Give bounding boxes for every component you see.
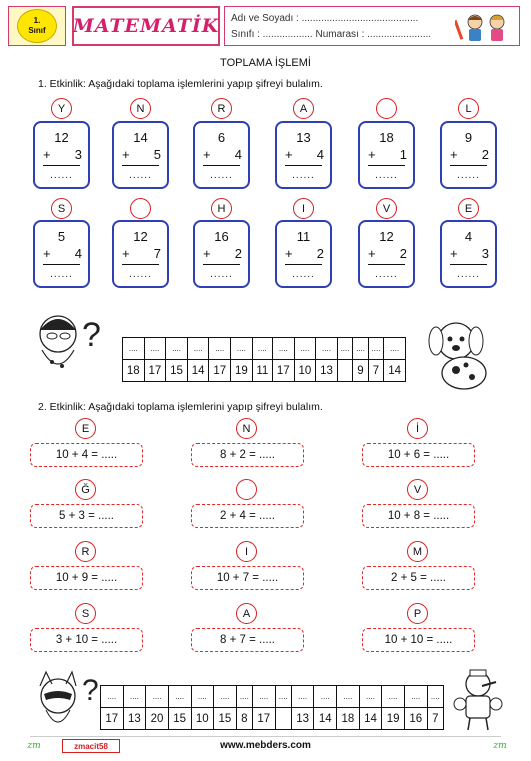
first-number: 18 (379, 130, 394, 145)
plus-sign: + (43, 246, 51, 261)
letter-circle: A (293, 98, 314, 119)
addition-problem-box (358, 121, 415, 189)
second-number: 4 (74, 246, 82, 261)
addition-expression-box[interactable]: 8 + 7 = ..... (191, 628, 304, 652)
plus-sign: + (285, 147, 293, 162)
cipher-number-cell (337, 360, 352, 382)
cipher-letter-cell[interactable]: .... (275, 686, 291, 708)
sum-line (122, 264, 159, 265)
cipher-table-2 (100, 685, 444, 730)
letter-circle: P (407, 603, 428, 624)
cipher-number-cell: 20 (146, 708, 169, 730)
answer-blank[interactable]: ...... (50, 170, 73, 181)
cipher-number-cell: 11 (252, 360, 272, 382)
letter-circle: Ğ (75, 479, 96, 500)
letter-circle: R (211, 98, 232, 119)
addition-expression-box[interactable]: 2 + 4 = ..... (191, 504, 304, 528)
sum-line (450, 264, 487, 265)
letter-circle: N (236, 418, 257, 439)
letter-circle: S (75, 603, 96, 624)
footer-logo-left: zm (27, 741, 41, 751)
addition-expression-box[interactable]: 10 + 9 = ..... (30, 566, 143, 590)
grade-badge (8, 6, 66, 46)
second-number-row (122, 246, 161, 261)
second-number: 5 (153, 147, 161, 162)
sum-line (203, 165, 240, 166)
addition-problem-box (193, 121, 250, 189)
sum-line (285, 165, 322, 166)
plus-sign: + (122, 246, 130, 261)
cipher-table-1 (122, 337, 406, 382)
cipher-letter-cell[interactable]: .... (231, 338, 253, 360)
sum-line (368, 264, 405, 265)
addition-problem-box (193, 220, 250, 288)
cipher-letter-cell[interactable]: .... (209, 338, 231, 360)
footer-logo-right: zm (493, 741, 507, 751)
cipher-number-cell: 8 (236, 708, 252, 730)
letter-circle: V (376, 198, 397, 219)
cipher-number-cell: 13 (291, 708, 314, 730)
cipher-number-cell: 17 (101, 708, 124, 730)
cipher-number-cell: 16 (404, 708, 427, 730)
addition-problem-box (275, 121, 332, 189)
cipher-number-cell: 9 (353, 360, 368, 382)
answer-blank[interactable]: ...... (129, 170, 152, 181)
cipher-letter-cell[interactable]: .... (382, 686, 405, 708)
footer-author-tag: zmacit58 (62, 739, 120, 753)
second-number: 2 (399, 246, 407, 261)
sum-line (43, 165, 80, 166)
cipher-letter-cell[interactable]: .... (384, 338, 406, 360)
student-info-box (224, 6, 520, 46)
first-number: 11 (296, 229, 311, 244)
cipher-letter-cell[interactable]: .... (166, 338, 188, 360)
cipher-letter-cell[interactable]: .... (404, 686, 427, 708)
plus-sign: + (450, 147, 458, 162)
addition-expression-box[interactable]: 3 + 10 = ..... (30, 628, 143, 652)
grade-label: Sınıf (28, 26, 46, 35)
cipher-number-cell: 7 (368, 360, 383, 382)
second-number-row (450, 246, 489, 261)
letter-circle: İ (407, 418, 428, 439)
kids-illustration-icon (455, 10, 513, 44)
svg-text:?: ? (82, 674, 99, 707)
letter-circle: V (407, 479, 428, 500)
section-title: TOPLAMA İŞLEMİ (220, 57, 311, 69)
addition-problem-box (358, 220, 415, 288)
first-number: 16 (214, 229, 229, 244)
cipher-letter-cell[interactable]: .... (146, 686, 169, 708)
title-box (72, 6, 220, 46)
second-number-row (450, 147, 489, 162)
first-number: 13 (296, 130, 311, 145)
cipher-letter-cell[interactable]: .... (123, 338, 145, 360)
addition-problem-box (275, 220, 332, 288)
cipher-number-cell: 19 (231, 360, 253, 382)
cipher-number-cell (275, 708, 291, 730)
second-number-row (368, 147, 407, 162)
addition-problem-box (33, 121, 90, 189)
cipher-letter-cell[interactable]: .... (337, 338, 352, 360)
second-number: 4 (234, 147, 242, 162)
addition-problem-box (112, 220, 169, 288)
first-number: 12 (379, 229, 394, 244)
activity1-instruction: 1. Etkinlik: Aşağıdaki toplama işlemlerini yapıp şifreyi bulalım. (38, 78, 323, 90)
puppy-icon (416, 315, 506, 395)
second-number-row (203, 246, 242, 261)
cipher-letter-cell[interactable]: .... (252, 338, 272, 360)
first-number: 9 (464, 130, 473, 145)
cipher-letter-cell[interactable]: .... (168, 686, 191, 708)
addition-expression-box[interactable]: 10 + 10 = ..... (362, 628, 475, 652)
first-number: 4 (464, 229, 473, 244)
plus-sign: + (43, 147, 51, 162)
cipher-number-cell: 14 (314, 708, 337, 730)
cipher-number-cell: 15 (168, 708, 191, 730)
second-number-row (368, 246, 407, 261)
letter-circle (130, 198, 151, 219)
cipher-letter-cell[interactable]: .... (368, 338, 383, 360)
letter-circle: M (407, 541, 428, 562)
sum-line (122, 165, 159, 166)
cipher-number-cell: 14 (359, 708, 382, 730)
first-number: 12 (54, 130, 69, 145)
cipher-number-cell: 18 (337, 708, 360, 730)
cipher-letter-cell[interactable]: .... (427, 686, 443, 708)
sum-line (285, 264, 322, 265)
plus-sign: + (203, 147, 211, 162)
plus-sign: + (368, 147, 376, 162)
second-number-row (285, 147, 324, 162)
letter-circle: Y (51, 98, 72, 119)
cipher-letter-cell[interactable]: .... (252, 686, 275, 708)
second-number: 2 (316, 246, 324, 261)
first-number: 14 (133, 130, 148, 145)
letter-circle: R (75, 541, 96, 562)
letter-circle: I (236, 541, 257, 562)
addition-problem-box (33, 220, 90, 288)
cipher-number-cell: 17 (144, 360, 166, 382)
cipher-number-cell: 14 (384, 360, 406, 382)
answer-blank[interactable]: ...... (375, 269, 398, 280)
answer-blank[interactable]: ...... (50, 269, 73, 280)
grade-number: 1. (33, 16, 41, 25)
addition-problem-box (112, 121, 169, 189)
addition-expression-box[interactable]: 8 + 2 = ..... (191, 443, 304, 467)
letter-circle: H (211, 198, 232, 219)
cipher-letter-cell[interactable]: .... (214, 686, 237, 708)
plus-sign: + (368, 246, 376, 261)
cipher-letter-cell[interactable]: .... (294, 338, 316, 360)
cipher-number-cell: 13 (316, 360, 338, 382)
answer-blank[interactable]: ...... (210, 269, 233, 280)
second-number-row (122, 147, 161, 162)
answer-blank[interactable]: ...... (292, 170, 315, 181)
cipher-number-cell: 17 (252, 708, 275, 730)
activity2-instruction: 2. Etkinlik: Aşağıdaki toplama işlemlerini yapıp şifreyi bulalım. (38, 401, 323, 413)
letter-circle: I (293, 198, 314, 219)
page-title: MATEMATİK (72, 15, 220, 37)
plus-sign: + (450, 246, 458, 261)
cipher-letter-cell[interactable]: .... (314, 686, 337, 708)
second-number: 3 (74, 147, 82, 162)
addition-expression-box[interactable]: 10 + 4 = ..... (30, 443, 143, 467)
ladybug-girl-icon (30, 306, 110, 378)
sum-line (43, 264, 80, 265)
answer-blank[interactable]: ...... (375, 170, 398, 181)
addition-problem-box (440, 121, 497, 189)
plus-sign: + (203, 246, 211, 261)
cipher-letter-cell[interactable]: .... (272, 338, 294, 360)
first-number: 6 (217, 130, 226, 145)
footer-divider (30, 736, 501, 737)
cipher-letter-cell[interactable]: .... (316, 338, 338, 360)
cipher-number-cell: 15 (214, 708, 237, 730)
grade-circle (17, 9, 57, 43)
cipher-number-cell: 13 (123, 708, 146, 730)
letter-circle: E (75, 418, 96, 439)
cipher-letter-cell[interactable]: .... (291, 686, 314, 708)
answer-blank[interactable]: ...... (457, 269, 480, 280)
answer-blank[interactable]: ...... (210, 170, 233, 181)
first-number: 12 (133, 229, 148, 244)
cipher-letter-cell[interactable]: .... (359, 686, 382, 708)
second-number: 7 (153, 246, 161, 261)
cipher-number-cell: 14 (187, 360, 209, 382)
class-number-field[interactable]: Sınıfı : .................. Numarası : ....................... (231, 29, 432, 40)
cipher-number-cell: 19 (382, 708, 405, 730)
svg-text:?: ? (82, 316, 101, 354)
answer-blank[interactable]: ...... (129, 269, 152, 280)
cipher-number-cell: 10 (191, 708, 214, 730)
letter-circle: A (236, 603, 257, 624)
addition-expression-box[interactable]: 10 + 7 = ..... (191, 566, 304, 590)
plus-sign: + (285, 246, 293, 261)
cipher-number-cell: 10 (294, 360, 316, 382)
cipher-number-cell: 18 (123, 360, 145, 382)
plus-sign: + (122, 147, 130, 162)
first-number: 5 (57, 229, 66, 244)
cipher-letter-cell[interactable]: .... (187, 338, 209, 360)
sailor-icon (452, 666, 504, 732)
cipher-letter-cell[interactable]: .... (123, 686, 146, 708)
addition-problem-box (440, 220, 497, 288)
cipher-letter-cell[interactable]: .... (144, 338, 166, 360)
second-number: 1 (399, 147, 407, 162)
letter-circle: E (458, 198, 479, 219)
name-field[interactable]: Adı ve Soyadı : .......................................... (231, 13, 419, 24)
cipher-number-cell: 15 (166, 360, 188, 382)
cipher-letter-cell[interactable]: .... (236, 686, 252, 708)
answer-blank[interactable]: ...... (292, 269, 315, 280)
letter-circle (376, 98, 397, 119)
addition-expression-box[interactable]: 2 + 5 = ..... (362, 566, 475, 590)
second-number-row (285, 246, 324, 261)
addition-expression-box[interactable]: 10 + 6 = ..... (362, 443, 475, 467)
second-number: 2 (234, 246, 242, 261)
cipher-number-cell: 17 (209, 360, 231, 382)
second-number-row (43, 147, 82, 162)
second-number-row (43, 246, 82, 261)
second-number: 2 (481, 147, 489, 162)
second-number: 3 (481, 246, 489, 261)
letter-circle: S (51, 198, 72, 219)
letter-circle (236, 479, 257, 500)
addition-expression-box[interactable]: 10 + 8 = ..... (362, 504, 475, 528)
footer-website-link[interactable]: www.mebders.com (220, 740, 311, 751)
letter-circle: N (130, 98, 151, 119)
cipher-number-cell: 7 (427, 708, 443, 730)
cipher-letter-cell[interactable]: .... (101, 686, 124, 708)
answer-blank[interactable]: ...... (457, 170, 480, 181)
letter-circle: L (458, 98, 479, 119)
cipher-number-cell: 17 (272, 360, 294, 382)
cipher-letter-cell[interactable]: .... (353, 338, 368, 360)
second-number-row (203, 147, 242, 162)
cat-girl-icon (30, 668, 110, 734)
cipher-letter-cell[interactable]: .... (337, 686, 360, 708)
sum-line (450, 165, 487, 166)
sum-line (203, 264, 240, 265)
addition-expression-box[interactable]: 5 + 3 = ..... (30, 504, 143, 528)
second-number: 4 (316, 147, 324, 162)
cipher-letter-cell[interactable]: .... (191, 686, 214, 708)
sum-line (368, 165, 405, 166)
